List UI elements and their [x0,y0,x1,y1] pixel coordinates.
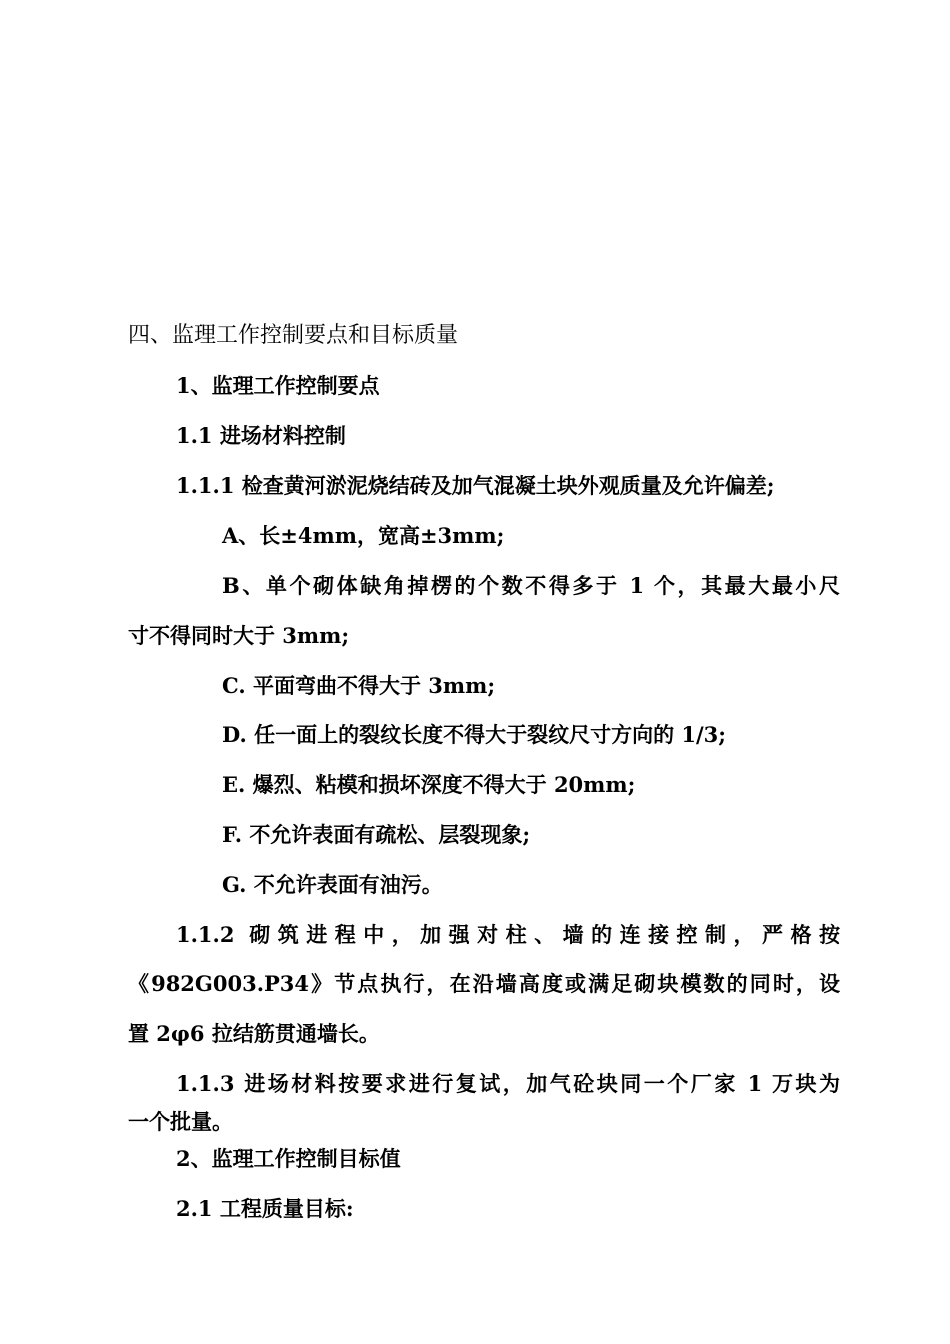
paragraph-1-1-2-line2: 《982G003.P34》节点执行，在沿墙高度或满足砌块模数的同时，设 [128,971,840,996]
item-f: F. 不允许表面有疏松、层裂现象; [222,822,531,847]
item-b-line1: B、单个砌体缺角掉楞的个数不得多于 1 个，其最大最小尺 [222,573,840,598]
item-d: D. 任一面上的裂纹长度不得大于裂纹尺寸方向的 1/3; [222,722,727,747]
heading-2: 2、监理工作控制目标值 [176,1146,401,1171]
item-c: C. 平面弯曲不得大于 3mm; [222,673,496,698]
heading-1-1: 1.1 进场材料控制 [176,423,346,448]
section-title: 四、监理工作控制要点和目标质量 [128,323,459,348]
paragraph-1-1-2-line3: 置 2φ6 拉结筋贯通墙长。 [128,1021,380,1046]
item-e: E. 爆烈、粘模和损坏深度不得大于 20mm; [222,772,636,797]
item-a: A、长±4mm，宽高±3mm; [222,523,505,548]
heading-2-1: 2.1 工程质量目标: [176,1196,354,1221]
paragraph-1-1-2-line1: 1.1.2 砌筑进程中，加强对柱、墙的连接控制，严格按 [176,922,840,947]
paragraph-1-1-3-line1: 1.1.3 进场材料按要求进行复试，加气砼块同一个厂家 1 万块为 [176,1071,840,1096]
item-b-line2: 寸不得同时大于 3mm; [128,623,350,648]
item-g: G. 不允许表面有油污。 [222,872,443,897]
paragraph-1-1-1: 1.1.1 检查黄河淤泥烧结砖及加气混凝土块外观质量及允许偏差; [176,473,775,498]
heading-1: 1、监理工作控制要点 [176,373,380,398]
paragraph-1-1-3-line2: 一个批量。 [128,1109,233,1134]
